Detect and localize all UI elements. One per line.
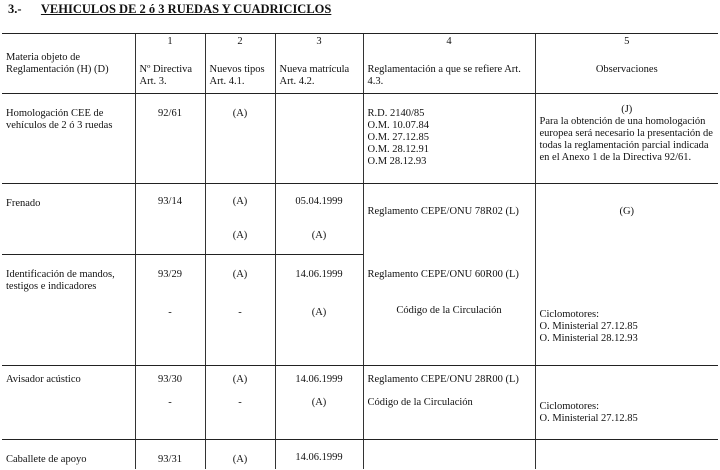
materia-cell: Avisador acústico: [6, 373, 81, 385]
directiva-cell: 93/29: [135, 255, 205, 296]
reglamentacion-cell: Código de la Circulación: [363, 295, 535, 365]
nuevos-tipos-cell: (A): [205, 94, 275, 184]
reglamentacion-cell: Código de la Circulación: [363, 389, 535, 439]
nuevos-tipos-cell: (A): [205, 220, 275, 255]
materia-cell: Identificación de mandos, testigos e indicadores: [6, 269, 115, 292]
reglamentacion-cell: R.D. 2140/85 O.M. 10.07.84 O.M. 27.12.85 O.M. 28.12.91 O.M 28.12.93: [363, 94, 535, 184]
observaciones-cell: Ciclomotores: O. Ministerial 27.12.85: [535, 389, 718, 439]
matricula-cell: [275, 94, 363, 184]
matricula-cell: 14.06.1999: [275, 365, 363, 389]
table-row: [2, 365, 718, 389]
materia-cell: Frenado: [6, 198, 41, 209]
reglamentacion-cell: Reglamento CEPE/ONU 60R00 (L): [363, 255, 535, 296]
nuevos-tipos-cell: (A): [205, 184, 275, 220]
directiva-cell: 93/30: [135, 365, 205, 389]
col-header-observaciones: 5 Observaciones: [535, 34, 718, 94]
nuevos-tipos-cell: -: [205, 389, 275, 439]
nuevos-tipos-cell: (A): [205, 255, 275, 296]
matricula-cell: 14.06.1999: [275, 439, 363, 469]
directiva-cell: -: [135, 389, 205, 439]
reglamentacion-cell: Reglamento CEPE/ONU 78R02 (L): [363, 184, 535, 255]
table-row: [2, 94, 718, 184]
regulation-table: [2, 33, 718, 469]
materia-cell: Homologación CEE de vehículos de 2 ó 3 ruedas: [2, 94, 135, 184]
section-number: 3.-: [8, 2, 22, 16]
header-row: [2, 34, 718, 94]
table-row: [2, 439, 718, 469]
matricula-cell: 14.06.1999: [275, 255, 363, 296]
observaciones-cell: (G): [535, 184, 718, 255]
nuevos-tipos-cell: -: [205, 295, 275, 365]
table-row: [2, 255, 718, 296]
directiva-cell: -: [135, 295, 205, 365]
col-header-reglamentacion: 4 Reglamentación a que se refiere Art. 4.3.: [363, 34, 535, 94]
matricula-cell: (A): [275, 389, 363, 439]
directiva-cell: 93/31: [135, 439, 205, 469]
matricula-cell: (A): [275, 220, 363, 255]
reglamentacion-cell: Reglamento CEPE/ONU 28R00 (L): [363, 365, 535, 389]
observaciones-cell: (J) Para la obtención de una homologación europea será necesario la presentación de todas la reglamentación parcial indicada en el Anexo 1 de la Directiva 92/61.: [535, 94, 718, 184]
section-heading: [8, 2, 331, 17]
matricula-cell: 05.04.1999: [275, 184, 363, 220]
col-header-materia: Materia objeto de Reglamentación (H) (D): [2, 34, 135, 94]
table-row: [2, 184, 718, 220]
observaciones-cell: Ciclomotores: O. Ministerial 27.12.85 O. Ministerial 28.12.93: [535, 295, 718, 365]
table-row: [2, 295, 718, 365]
col-header-directiva: 1 Nº Directiva Art. 3.: [135, 34, 205, 94]
materia-cell: Caballete de apoyo: [6, 453, 87, 465]
matricula-cell: (A): [275, 295, 363, 365]
section-title: VEHICULOS DE 2 ó 3 RUEDAS Y CUADRICICLOS: [40, 2, 332, 16]
directiva-cell: 93/14: [135, 184, 205, 220]
col-header-nueva-matricula: 3 Nueva matrícula Art. 4.2.: [275, 34, 363, 94]
col-header-nuevos-tipos: 2 Nuevos tipos Art. 4.1.: [205, 34, 275, 94]
table-row: [2, 389, 718, 439]
nuevos-tipos-cell: (A): [205, 439, 275, 469]
directiva-cell: 92/61: [135, 94, 205, 184]
nuevos-tipos-cell: (A): [205, 365, 275, 389]
